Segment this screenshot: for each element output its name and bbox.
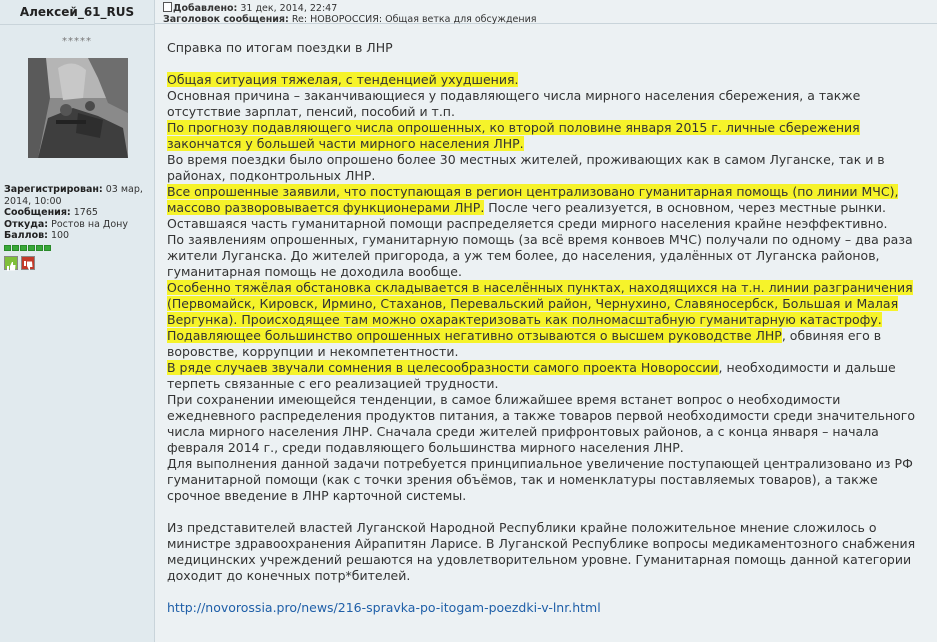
paragraph-highlighted: Все опрошенные заявили, что поступающая в регион централизовано гуманитарная помощь (по линии МЧС), массово разворовывается функционерами ЛНР. <box>167 184 899 215</box>
registered-value: 03 мар, 2014, 10:00 <box>4 184 143 207</box>
from-value: Ростов на Дону <box>51 218 128 230</box>
thumbs-down-icon[interactable] <box>21 256 35 270</box>
post-header <box>155 0 937 24</box>
paragraph: Во время поездки было опрошено более 30 местных жителей, проживающих как в самом Луганске, так и в районах, подконтрольных ЛНР. <box>167 152 885 183</box>
post-body <box>167 40 927 616</box>
thumbs-up-icon[interactable] <box>4 256 18 270</box>
rank-stars: ***** <box>62 36 92 47</box>
points-label: Баллов: <box>4 230 48 241</box>
registered-label: Зарегистрирован: <box>4 184 103 195</box>
avatar <box>28 58 128 158</box>
paragraph: Из представителей властей Луганской Народной Республики крайне положительное мнение сложилось о министре здравоохранения Айрапитян Ларисе. В Луганской Республике вопросы медикаментозного снабжения медицинских учреждений решаются на удовлетворительном уровне. Гуманитарная помощь данной категории доходит до конечных потр*бителей. <box>167 520 916 583</box>
author-info <box>4 184 152 242</box>
added-value: 31 дек, 2014, 22:47 <box>240 3 338 14</box>
paragraph-highlighted: По прогнозу подавляющего числа опрошенных, ко второй половине января 2015 г. личные сбережения закончатся у большей части мирного населения ЛНР. <box>167 120 860 151</box>
paragraph-continuation: , обвиняя его в воровстве, коррупции и некомпетентности. <box>167 328 882 359</box>
subject-value: Re: НОВОРОССИЯ: Общая ветка для обсуждения <box>291 14 537 25</box>
paragraph-highlighted: Подавляющее большинство опрошенных негативно отзываются о высшем руководстве ЛНР <box>167 328 782 343</box>
points-value: 100 <box>50 230 70 241</box>
author-name[interactable]: Алексей_61_RUS <box>0 0 154 25</box>
paragraph-highlighted: Общая ситуация тяжелая, с тенденцией ухудшения. <box>167 72 519 87</box>
author-panel <box>0 0 155 642</box>
post-content-panel <box>155 0 937 642</box>
paragraph-highlighted: В ряде случаев звучали сомнения в целесообразности самого проекта Новороссии <box>167 360 719 375</box>
reputation-square <box>20 245 27 251</box>
source-link[interactable]: http://novorossia.pro/news/216-spravka-po-itogam-poezdki-v-lnr.html <box>167 600 601 615</box>
post-icon[interactable] <box>163 2 172 12</box>
paragraph: Для выполнения данной задачи потребуется принципиальное увеличение поступающей централизовано из РФ гуманитарной помощи (как с точки зрения объёмов, так и номенклатуры поставляемых товаров), а также срочное введение в ЛНР карточной системы. <box>167 456 913 503</box>
reputation-square <box>12 245 19 251</box>
paragraph: При сохранении имеющейся тенденции, в самое ближайшее время встанет вопрос о необходимости ежедневного распределения продуктов питания, а также товаров первой необходимости среди значительного числа мирного населения ЛНР. Сначала среди жителей прифронтовых районов, а с конца января – начала февраля 2014 г., среди подавляющего большинства мирного населения ЛНР. <box>167 392 915 455</box>
posts-value: 1765 <box>73 207 98 218</box>
subject-label: Заголовок сообщения: <box>163 14 289 25</box>
paragraph-continuation: После чего реализуется, в основном, через местные рынки. <box>484 200 887 215</box>
paragraph: Основная причина – заканчивающиеся у подавляющего числа мирного населения сбережения, а также отсутствие зарплат, пенсий, пособий и т.п. <box>167 88 861 119</box>
reputation-square <box>28 245 35 251</box>
paragraph: Оставшаяся часть гуманитарной помощи распределяется среди мирного населения крайне неэффективно. <box>167 216 888 231</box>
from-label: Откуда: <box>4 218 49 230</box>
paragraph: По заявлениям опрошенных, гуманитарную помощь (за всё время конвоев МЧС) получали по одному – два раза жители Луганска. До жителей пригорода, а уж тем более, до населения, удалённых от Луганска районов, гуманитарная помощь не доходила вообще. <box>167 232 913 279</box>
paragraph-continuation: , необходимости и дальше терпеть связанные с его реализацией трудности. <box>167 360 896 391</box>
reputation-square <box>4 245 11 251</box>
post-title: Справка по итогам поездки в ЛНР <box>167 40 393 55</box>
reputation-bar <box>4 245 51 252</box>
posts-label: Сообщения: <box>4 207 71 218</box>
added-label: Добавлено: <box>173 3 238 14</box>
reputation-square <box>36 245 43 251</box>
reputation-square <box>44 245 51 251</box>
paragraph-highlighted: Особенно тяжёлая обстановка складывается в населённых пунктах, находящихся на т.н. линии разграничения (Первомайск, Кировск, Ирмино, Стаханов, Перевальский район, Чернухино, Славяносербск, Большая и Малая Вергунка). Происходящее там можно охарактеризовать как полномасштабную гуманитарную катастрофу. <box>167 280 913 327</box>
